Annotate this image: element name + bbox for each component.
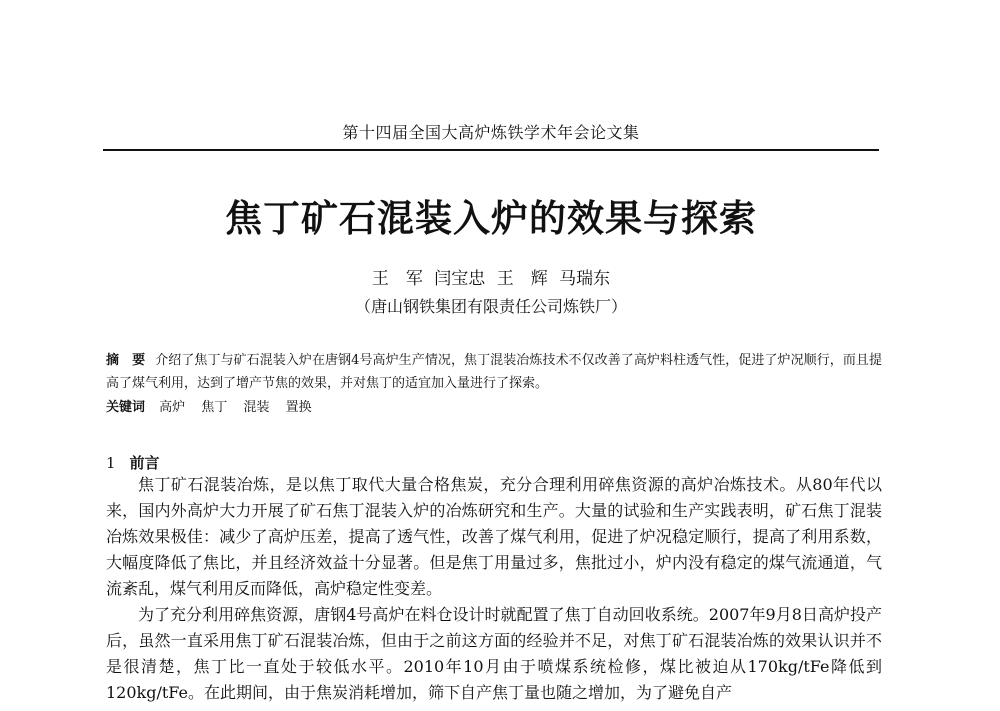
author-name: 马瑞东 — [559, 269, 611, 289]
section-heading — [106, 452, 160, 473]
keywords-label: 关键词 — [106, 400, 146, 415]
abstract-text: 介绍了焦丁与矿石混装入炉在唐钢4号高炉生产情况，焦丁混装冶炼技术不仅改善了高炉料柱透气性，促进了炉况顺行，而且提高了煤气利用，达到了增产节焦的效果，并对焦丁的适宜加入量进行了探索。 — [106, 353, 882, 391]
running-header: 第十四届全国大高炉炼铁学术年会论文集 — [342, 123, 640, 142]
section-number: 1 — [106, 454, 116, 472]
header-rule — [103, 149, 879, 151]
author-name: 王 辉 — [496, 269, 548, 289]
author-list — [103, 264, 879, 289]
author-affiliation: （唐山钢铁集团有限责任公司炼铁厂） — [354, 297, 627, 316]
keyword: 置换 — [285, 400, 312, 415]
paper-title: 焦丁矿石混装入炉的效果与探索 — [225, 197, 757, 240]
author-name: 闫宝忠 — [434, 269, 486, 289]
abstract — [106, 349, 882, 395]
section-title: 前言 — [129, 454, 160, 472]
abstract-label: 摘 要 — [106, 353, 146, 368]
keyword: 焦丁 — [201, 400, 228, 415]
keywords — [106, 398, 882, 418]
section-body — [106, 472, 882, 706]
keyword: 高炉 — [159, 400, 186, 415]
author-name: 王 军 — [371, 269, 423, 289]
body-paragraph: 为了充分利用碎焦资源，唐钢4号高炉在料仓设计时就配置了焦丁自动回收系统。2007年9月8日高炉投产后，虽然一直采用焦丁矿石混装冶炼，但由于之前这方面的经验并不足，对焦丁矿石混装冶炼的效果认识并不是很清楚，焦丁比一直处于较低水平。2010年10月由于喷煤系统检修，煤比被迫从170kg/tFe降低到120kg/tFe。在此期间，由于焦炭消耗增加，筛下自产焦丁量也随之增加，为了避免自产 — [106, 605, 882, 702]
keyword: 混装 — [243, 400, 270, 415]
body-paragraph: 焦丁矿石混装冶炼，是以焦丁取代大量合格焦炭，充分合理利用碎焦资源的高炉冶炼技术。从80年代以来，国内外高炉大力开展了矿石焦丁混装入炉的冶炼研究和生产。大量的试验和生产实践表明，矿石焦丁混装冶炼效果极佳：减少了高炉压差，提高了透气性，改善了煤气利用，促进了炉况稳定顺行，提高了利用系数，大幅度降低了焦比，并且经济效益十分显著。但是焦丁用量过多，焦批过小，炉内没有稳定的煤气流通道，气流紊乱，煤气利用反而降低，高炉稳定性变差。 — [106, 475, 882, 598]
